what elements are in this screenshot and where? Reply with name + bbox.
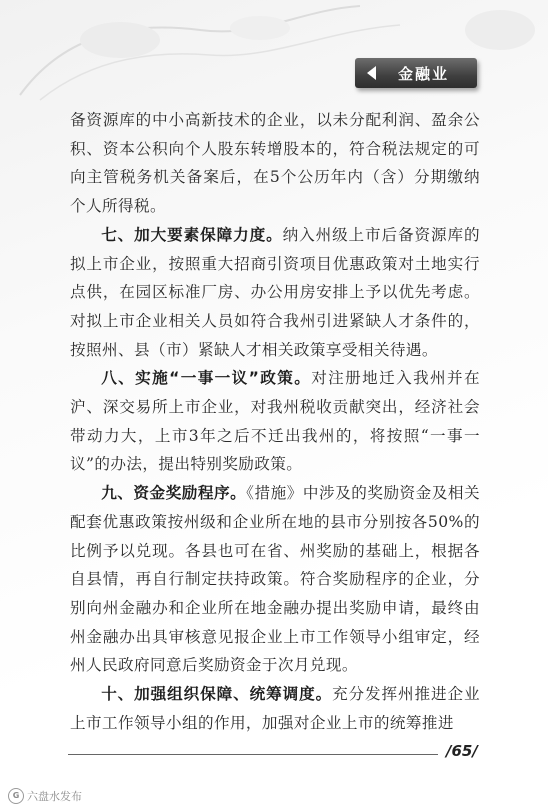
section-heading: 七、加大要素保障力度。 <box>101 225 283 244</box>
section-label: 金融业 <box>398 64 450 83</box>
paragraph-section-9 <box>70 479 480 680</box>
paragraph-continuation <box>70 106 480 221</box>
section-heading: 九、资金奖励程序。 <box>101 484 247 503</box>
page-number: /65/ <box>446 742 478 760</box>
paragraph-text: 对注册地迁入我州并在沪、深交易所上市企业，对我州税收贡献突出，经济社会带动力大，上市3年之后不迁出我州的，将按照“一事一议”的办法，提出特别奖励政策。 <box>70 369 480 474</box>
document-body <box>70 106 480 737</box>
section-tab <box>355 58 477 88</box>
paragraph-section-8 <box>70 364 480 479</box>
watermark-text: 六盘水发布 <box>27 790 82 803</box>
watermark <box>8 788 82 804</box>
watermark-logo-icon: G <box>8 788 24 804</box>
back-arrow-icon <box>367 66 376 80</box>
paragraph-text: 纳入州级上市后备资源库的拟上市企业，按照重大招商引资项目优惠政策对土地实行点供，在园区标准厂房、办公用房安排上予以优先考虑。对拟上市企业相关人员如符合我州引进紧缺人才条件的，按照州、县（市）紧缺人才相关政策享受相关待遇。 <box>70 225 480 359</box>
footer-divider <box>68 754 438 755</box>
paragraph-text: 备资源库的中小高新技术的企业，以未分配利润、盈余公积、资本公积向个人股东转增股本的，符合税法规定的可向主管税务机关备案后，在5个公历年内（含）分期缴纳个人所得税。 <box>70 111 480 216</box>
paragraph-section-10 <box>70 680 480 737</box>
background-flourish <box>0 0 548 110</box>
paragraph-text: 《措施》中涉及的奖励资金及相关配套优惠政策按州级和企业所在地的县市分别按各50%的比例予以兑现。各县也可在省、州奖励的基础上，根据各自县情，再自行制定扶持政策。符合奖励程序的企业，分别向州金融办和企业所在地金融办提出奖励申请，最终由州金融办出具审核意见报企业上市工作领导小组审定，经州人民政府同意后奖励资金于次月兑现。 <box>70 484 480 675</box>
paragraph-section-7 <box>70 221 480 365</box>
section-heading: 八、实施“一事一议”政策。 <box>101 369 312 388</box>
section-heading: 十、加强组织保障、统筹调度。 <box>101 685 333 704</box>
paragraph-text: 充分发挥州推进企业上市工作领导小组的作用，加强对企业上市的统筹推进 <box>70 685 480 732</box>
